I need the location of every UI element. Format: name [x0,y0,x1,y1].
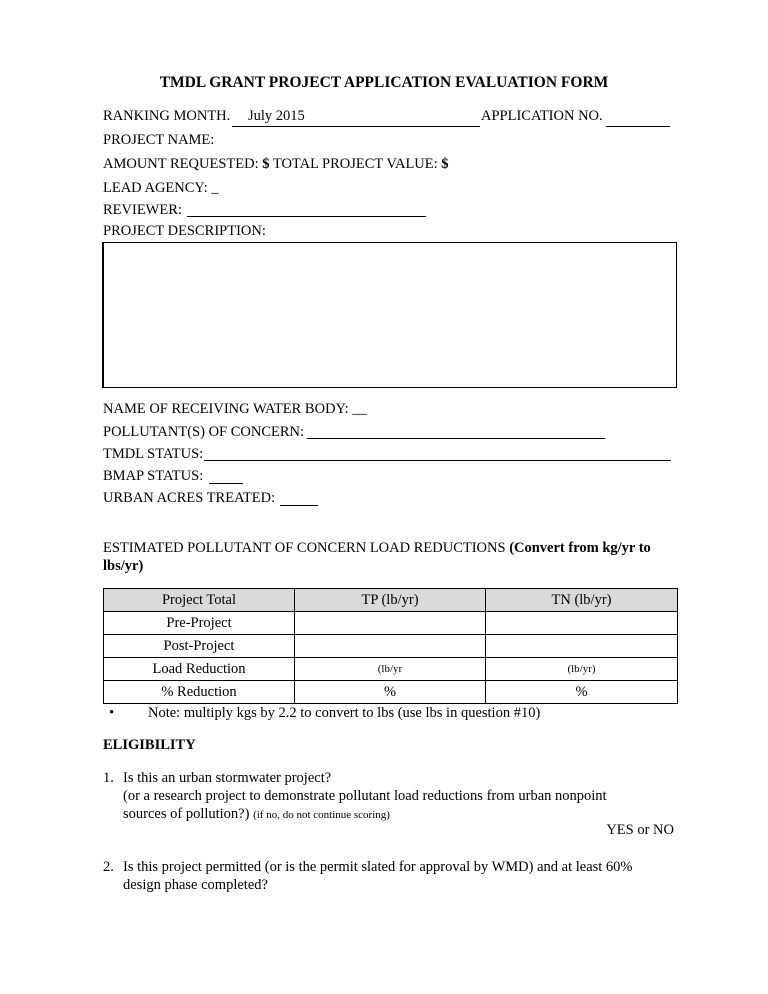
header-tp: TP (lb/yr) [295,589,486,612]
question-1-line-3-text: sources of pollution?) [123,806,250,822]
amount-requested-currency[interactable]: $ [262,156,270,172]
ranking-month-value[interactable]: July 2015 [248,108,305,124]
ranking-month-underline [232,126,480,127]
bmap-status-label: BMAP STATUS: [103,468,204,484]
question-1-line-2: (or a research project to demonstrate pollutant load reductions from urban nonpoint [123,788,607,804]
question-1-line-1: Is this an urban stormwater project? [123,770,332,786]
tmdl-status-label: TMDL STATUS: [103,446,204,462]
project-description-label: PROJECT DESCRIPTION: [103,223,266,239]
receiving-water-label: NAME OF RECEIVING WATER BODY: [103,401,349,417]
tp-cell[interactable]: % [295,681,486,704]
form-title: TMDL GRANT PROJECT APPLICATION EVALUATION FORM [159,74,609,91]
row-label: % Reduction [104,681,295,704]
table-row [104,681,678,704]
table-row [104,635,678,658]
table-row [104,658,678,681]
row-label: Load Reduction [104,658,295,681]
load-heading-bold: (Convert from kg/yr to [509,540,651,556]
note-bullet: • [109,705,115,721]
eligibility-heading: ELIGIBILITY [103,737,196,753]
tp-cell[interactable] [295,612,486,635]
load-heading-text: ESTIMATED POLLUTANT OF CONCERN LOAD REDUCTIONS [103,540,506,556]
pollutants-field[interactable] [307,438,605,439]
urban-acres-field[interactable] [280,505,318,506]
question-1-line-3 [123,806,390,823]
table-row [104,612,678,635]
load-section-heading [103,540,651,557]
question-1-number: 1. [103,770,114,786]
question-1-answer[interactable]: YES or NO [606,822,674,838]
amount-requested-label: AMOUNT REQUESTED: [103,156,259,172]
urban-acres-label: URBAN ACRES TREATED: [103,490,276,506]
application-no-label: APPLICATION NO. [481,108,603,124]
question-1-instruction: (if no, do not continue scoring) [253,809,390,821]
table-header-row [104,589,678,612]
reviewer-field[interactable] [187,216,426,217]
total-project-value-currency[interactable]: $ [441,156,449,172]
ranking-month-label: RANKING MONTH. [103,108,231,124]
reviewer-label: REVIEWER: [103,202,182,218]
question-2-line-2: design phase completed? [123,877,268,893]
header-tn: TN (lb/yr) [486,589,678,612]
bmap-status-field[interactable] [209,483,243,484]
application-no-field[interactable] [606,126,670,127]
lead-agency-label: LEAD AGENCY: [103,180,208,196]
tn-cell[interactable] [486,635,678,658]
tn-cell[interactable]: % [486,681,678,704]
receiving-water-row [103,401,367,418]
question-2-line-1: Is this project permitted (or is the permit slated for approval by WMD) and at least 60% [123,859,633,875]
header-project-total: Project Total [104,589,295,612]
note-text: Note: multiply kgs by 2.2 to convert to lbs (use lbs in question #10) [148,705,541,721]
amount-requested-row [103,156,449,173]
total-project-value-label: TOTAL PROJECT VALUE: [272,156,438,172]
pollutants-label: POLLUTANT(S) OF CONCERN: [103,424,305,440]
tp-cell[interactable] [295,635,486,658]
tp-cell[interactable]: (lb/yr [295,658,486,681]
tmdl-status-field[interactable] [204,460,671,461]
lead-agency-row [103,180,218,197]
row-label: Pre-Project [104,612,295,635]
question-2-number: 2. [103,859,114,875]
tn-cell[interactable]: (lb/yr) [486,658,678,681]
load-reduction-table [103,588,678,704]
tn-cell[interactable] [486,612,678,635]
lead-agency-value[interactable]: _ [211,180,219,196]
receiving-water-value[interactable]: __ [352,401,367,417]
row-label: Post-Project [104,635,295,658]
project-description-box[interactable] [103,242,677,388]
load-heading-bold-2: lbs/yr) [103,558,144,574]
project-name-label: PROJECT NAME: [103,132,215,148]
